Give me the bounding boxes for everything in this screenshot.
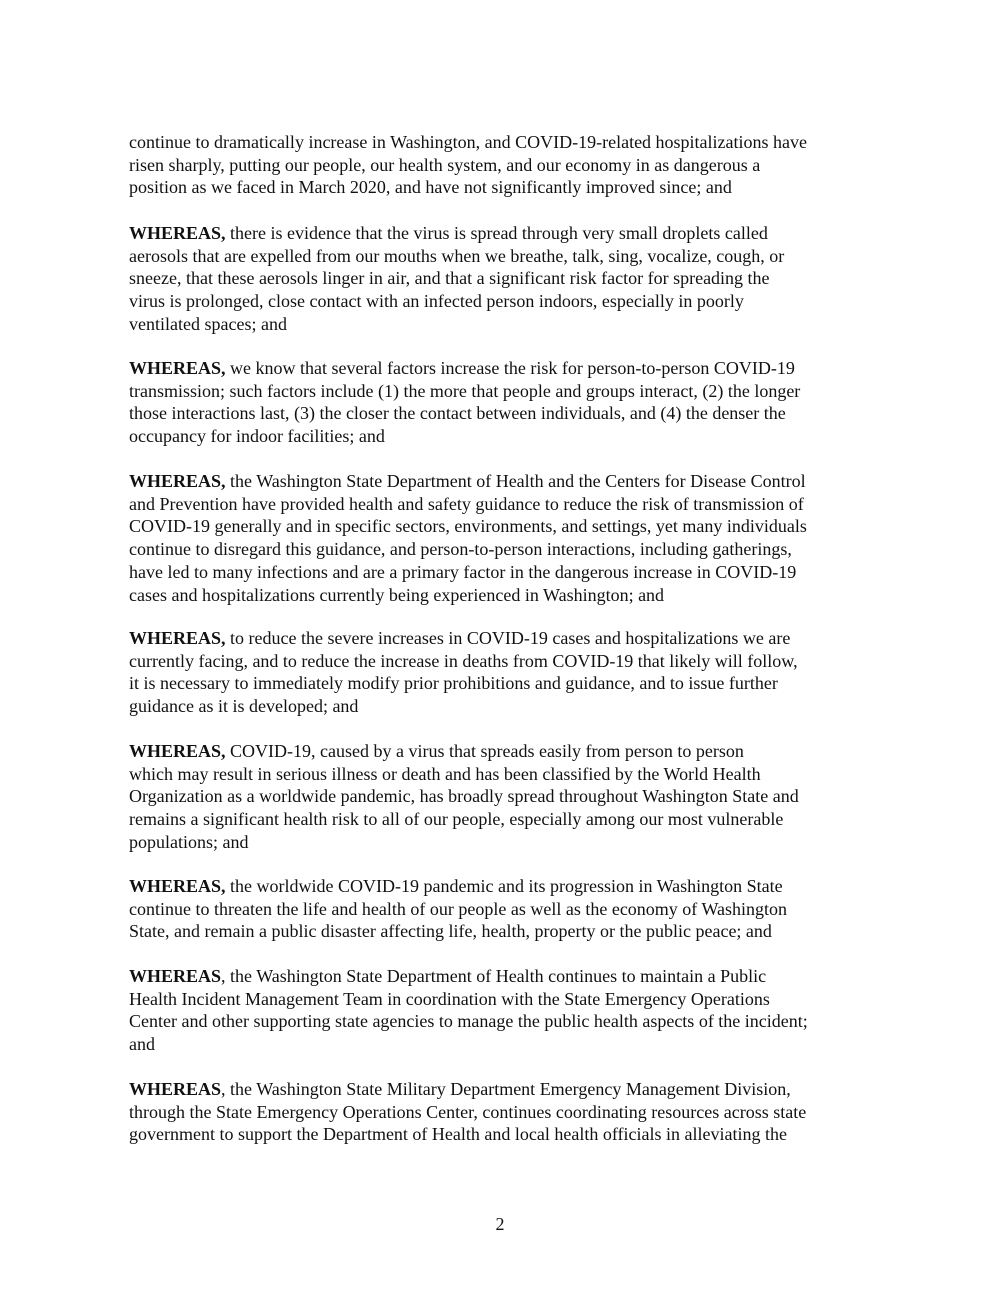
text-line-rest: to reduce the severe increases in COVID-19 cases and hospitalizations we are: [225, 628, 791, 648]
text-line: which may result in serious illness or death and has been classified by the World Health: [129, 763, 761, 784]
whereas-paragraph-emergency-management: [129, 1078, 889, 1146]
text-line: remains a significant health risk to all of our people, especially among our most vulnerable: [129, 809, 784, 830]
text-line-rest: , the Washington State Department of Health continues to maintain a Public: [221, 966, 767, 986]
paragraph-continuation: [129, 131, 889, 199]
text-line: virus is prolonged, close contact with an infected person indoors, especially in poorly: [129, 291, 744, 312]
text-line: populations; and: [129, 831, 249, 852]
text-line: [129, 740, 889, 763]
text-line-rest: there is evidence that the virus is spread through very small droplets called: [225, 223, 768, 243]
text-line: Center and other supporting state agencies to manage the public health aspects of the incident;: [129, 1011, 808, 1032]
whereas-paragraph-incident-management: [129, 965, 889, 1056]
text-line: it is necessary to immediately modify prior prohibitions and guidance, and to issue further: [129, 673, 778, 694]
whereas-paragraph-guidance: [129, 470, 889, 606]
whereas-lead: WHEREAS,: [129, 358, 226, 378]
whereas-lead: WHEREAS,: [129, 223, 226, 243]
whereas-lead: WHEREAS,: [129, 471, 226, 491]
text-line: [129, 357, 889, 380]
text-line: through the State Emergency Operations Center, continues coordinating resources across state: [129, 1101, 807, 1122]
whereas-paragraph-reduce-increases: [129, 627, 889, 718]
text-line: ventilated spaces; and: [129, 313, 287, 334]
text-line: [129, 875, 889, 898]
whereas-lead: WHEREAS: [129, 966, 222, 986]
text-line: continue to dramatically increase in Washington, and COVID-19-related hospitalizations have: [129, 132, 808, 152]
text-line: [129, 1078, 889, 1101]
text-line: Organization as a worldwide pandemic, has broadly spread throughout Washington State and: [129, 786, 799, 807]
text-line-rest: the Washington State Department of Health and the Centers for Disease Control: [225, 471, 806, 491]
text-line: [129, 965, 889, 988]
text-line: currently facing, and to reduce the increase in deaths from COVID-19 that likely will follow,: [129, 650, 798, 671]
text-line: have led to many infections and are a primary factor in the dangerous increase in COVID-19: [129, 561, 797, 582]
text-line: cases and hospitalizations currently being experienced in Washington; and: [129, 584, 665, 605]
text-line: transmission; such factors include (1) the more that people and groups interact, (2) the longer: [129, 380, 801, 401]
whereas-paragraph-public-disaster: [129, 875, 889, 943]
text-line: government to support the Department of Health and local health officials in alleviating the: [129, 1124, 787, 1145]
text-line: [129, 470, 889, 493]
text-line-rest: the worldwide COVID-19 pandemic and its progression in Washington State: [225, 876, 783, 896]
text-line: COVID-19 generally and in specific sectors, environments, and settings, yet many individuals: [129, 516, 807, 537]
text-line: sneeze, that these aerosols linger in air, and that a significant risk factor for spreading the: [129, 268, 770, 289]
text-line: aerosols that are expelled from our mouths when we breathe, talk, sing, vocalize, cough, or: [129, 245, 785, 266]
text-line: State, and remain a public disaster affecting life, health, property or the public peace; and: [129, 921, 772, 942]
text-line: and Prevention have provided health and safety guidance to reduce the risk of transmission of: [129, 493, 804, 514]
text-line: those interactions last, (3) the closer the contact between individuals, and (4) the denser the: [129, 403, 786, 424]
page-number: 2: [495, 1214, 505, 1234]
text-line: continue to disregard this guidance, and person-to-person interactions, including gatherings,: [129, 539, 792, 560]
whereas-paragraph-risk-factors: [129, 357, 889, 448]
text-line: continue to threaten the life and health of our people as well as the economy of Washington: [129, 898, 788, 919]
text-line: and: [129, 1034, 155, 1055]
whereas-lead: WHEREAS,: [129, 876, 226, 896]
text-line-rest: we know that several factors increase the risk for person-to-person COVID-19: [225, 358, 795, 378]
text-line-rest: COVID-19, caused by a virus that spreads easily from person to person: [225, 741, 744, 761]
text-line-rest: , the Washington State Military Department Emergency Management Division,: [221, 1079, 791, 1099]
text-line: [129, 222, 889, 245]
whereas-lead: WHEREAS: [129, 1079, 222, 1099]
whereas-paragraph-pandemic: [129, 740, 889, 854]
whereas-lead: WHEREAS,: [129, 741, 226, 761]
text-line: position as we faced in March 2020, and have not significantly improved since; and: [129, 177, 732, 198]
text-line: [129, 627, 889, 650]
text-line: risen sharply, putting our people, our health system, and our economy in as dangerous a: [129, 154, 761, 175]
whereas-paragraph-aerosols: [129, 222, 889, 336]
text-line: occupancy for indoor facilities; and: [129, 426, 385, 447]
whereas-lead: WHEREAS,: [129, 628, 226, 648]
text-line: guidance as it is developed; and: [129, 696, 359, 717]
text-line: Health Incident Management Team in coordination with the State Emergency Operations: [129, 988, 770, 1009]
